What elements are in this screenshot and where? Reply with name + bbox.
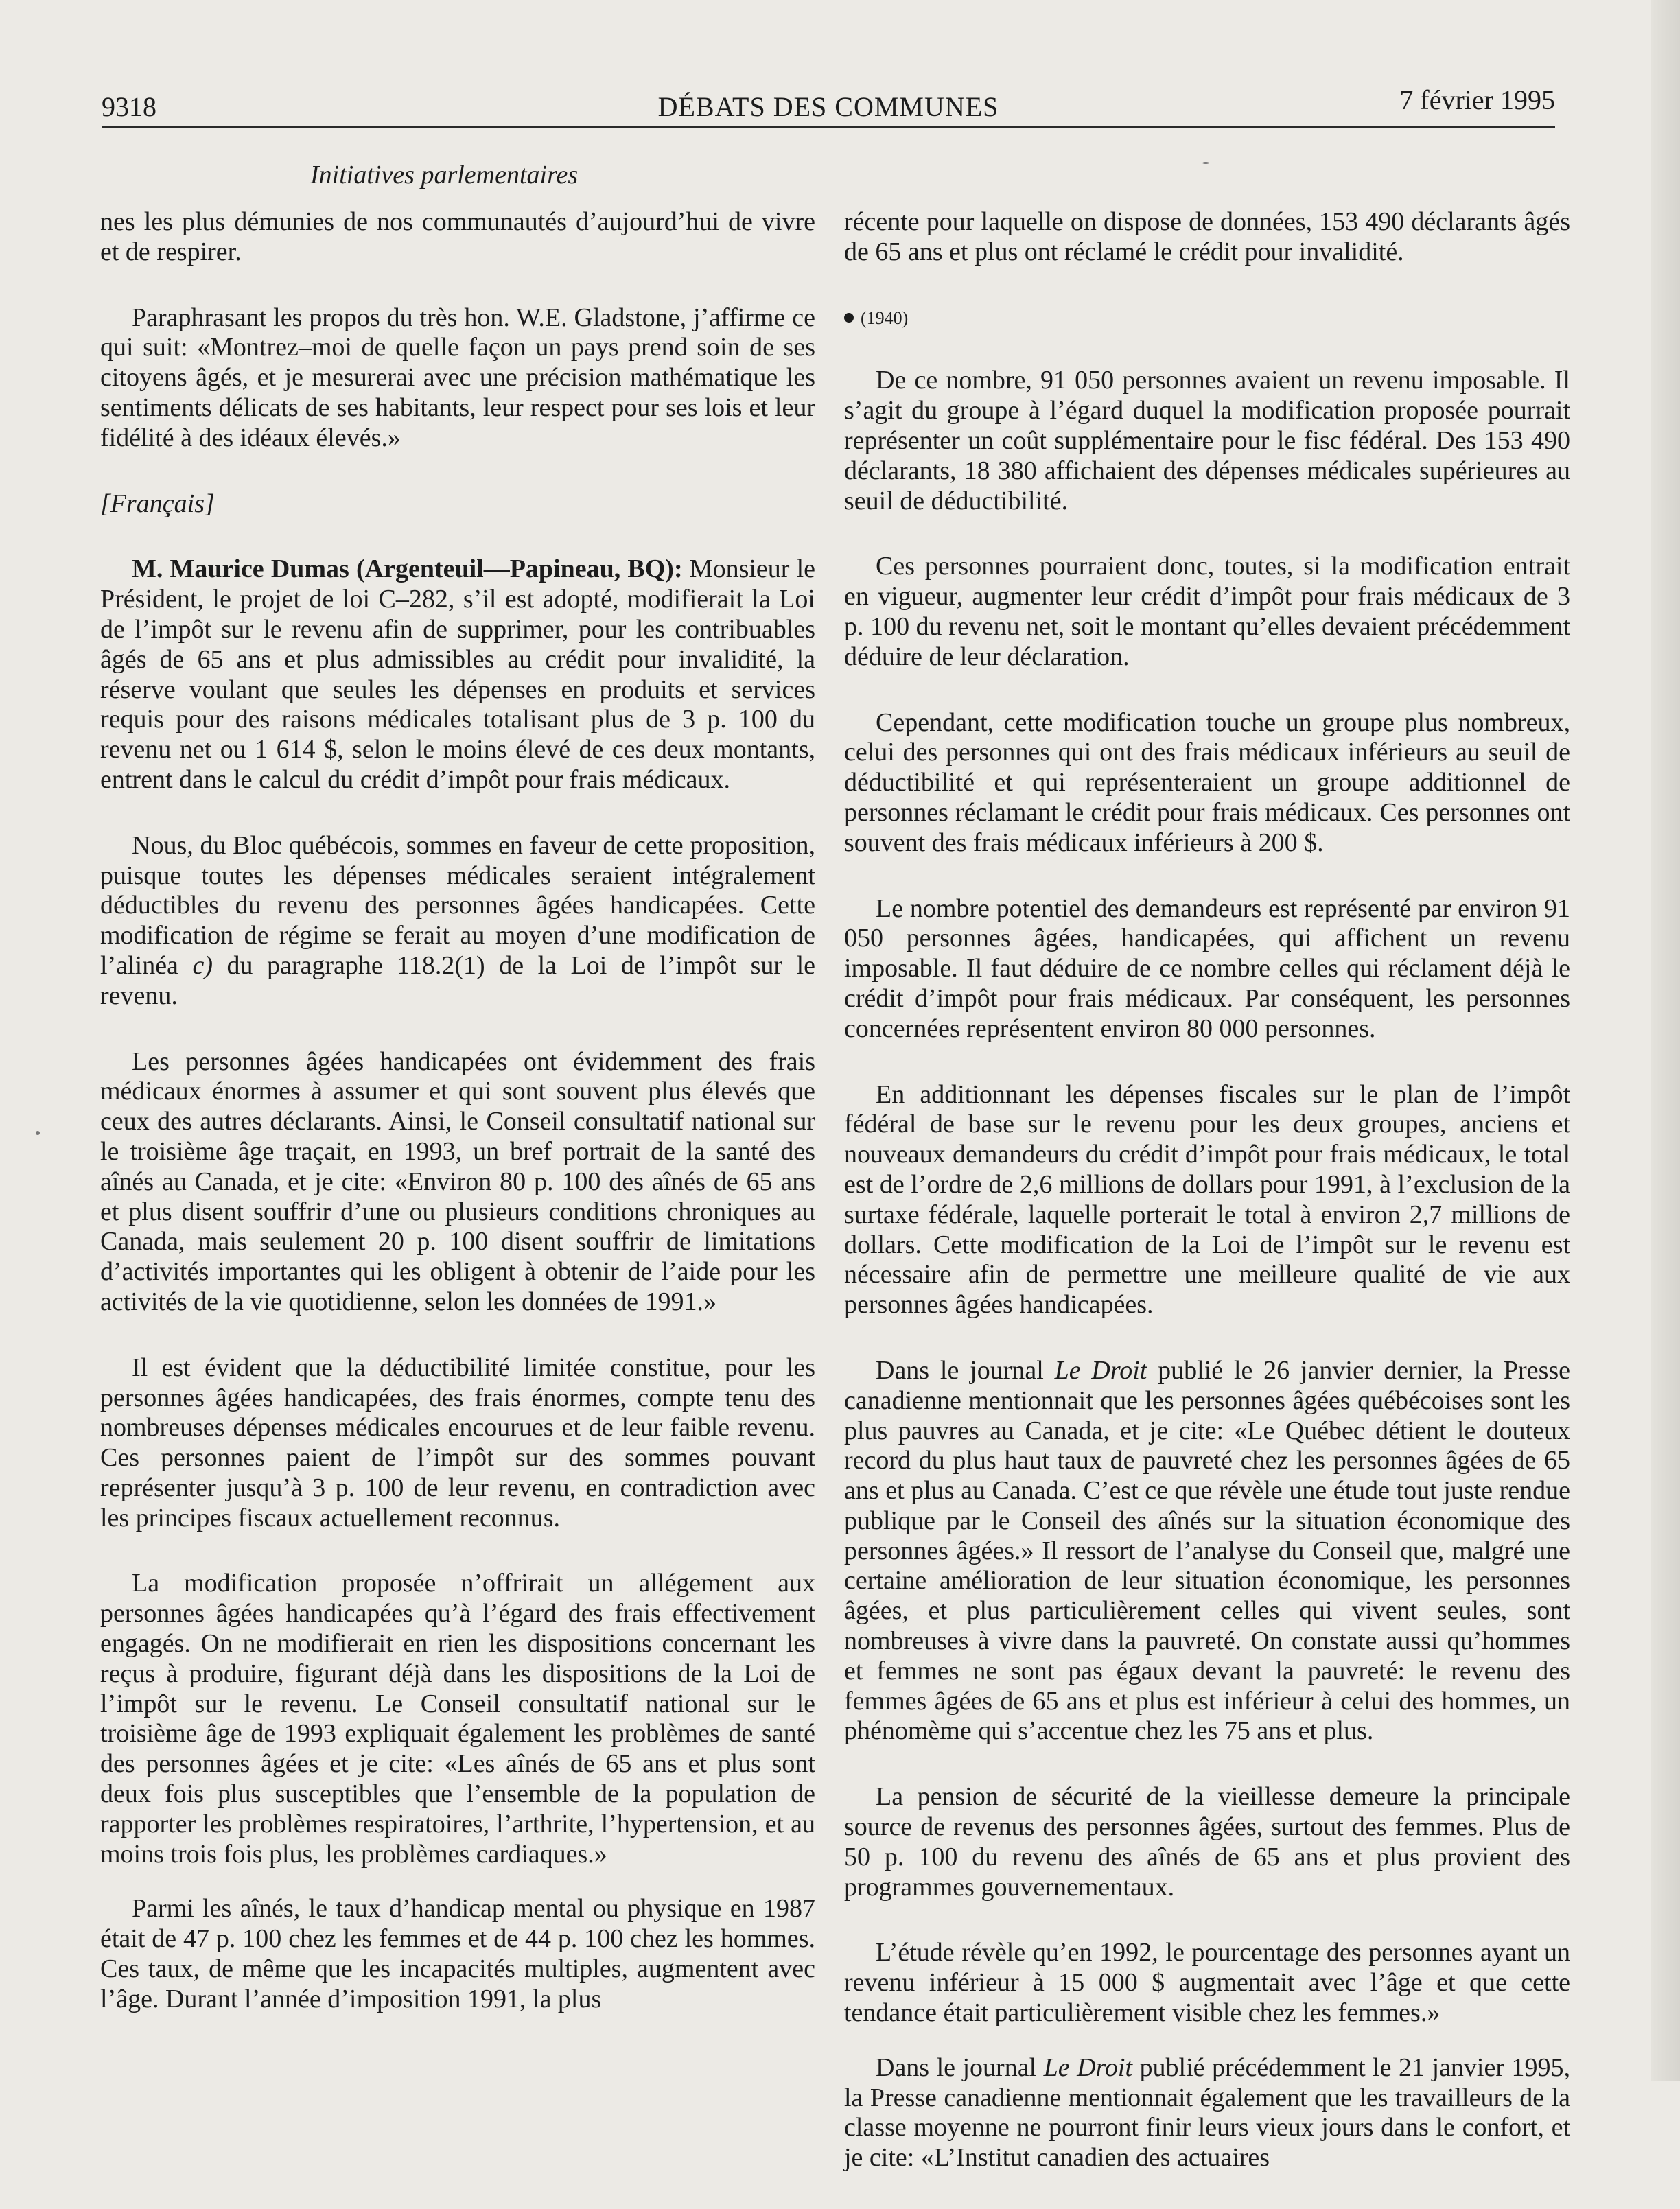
paragraph: récente pour laquelle on dispose de données, 153 490 déclarants âgés de 65 ans et plus ont réclamé le crédit pour invalidité. [844,207,1570,266]
left-column [100,207,815,2050]
paragraph: De ce nombre, 91 050 personnes avaient un revenu imposable. Il s’agit du groupe à l’égard duquel la modification proposée pourrait représenter un coût supplémentaire pour le fisc fédéral. Des 153 490 déclarants, 18 380 affichaient des dépenses médicales supérieures au seuil de déductibilité. [844,366,1570,515]
paragraph: Dans le journal Le Droit publié le 26 janvier dernier, la Presse canadienne mentionnait que les personnes âgées québécoises sont les plus pauvres au Canada, et je cite: «Le Québec détient le douteux record du plus haut taux de pauvreté chez les personnes âgées de 65 ans et plus au Canada. C’est ce que révèle une étude tout juste rendue publique par le Conseil des aînés sur la situation économique des personnes âgées.» Il ressort de l’analyse du Conseil que, malgré une certaine amélioration de leur situation économique, les personnes âgées, et plus particulièrement celles qui vivent seules, sont nombreuses à vivre dans la pauvreté. On constate aussi qu’hommes et femmes ne sont pas égaux devant la pauvreté: le revenu des femmes âgées de 65 ans et plus est inférieur à celui des hommes, un phénomème qui s’accentue chez les 75 ans et plus. [844,1355,1571,1746]
paragraph: La pension de sécurité de la vieillesse demeure la principale source de revenus des personnes âgées, surtout des femmes. Plus de 50 p. 100 du revenu des aînés de 65 ans et plus provient des programmes gouvernementaux. [844,1782,1570,1902]
paragraph: Ces personnes pourraient donc, toutes, si la modification entrait en vigueur, augmenter leur crédit d’impôt pour frais médicaux de 3 p. 100 du revenu net, soit le montant qu’elles devaient précédemment déduire de leur déclaration. [844,552,1570,671]
paragraph: La modification proposée n’offrirait un allégement aux personnes âgées handicapées qu’à l’égard des frais effectivement engagés. On ne modifierait en rien les dispositions concernant les reçus à produire, figurant déjà dans les dispositions de la Loi de l’impôt sur le revenu. Le Conseil consultatif national sur le troisième âge de 1993 expliquait également les problèmes de santé des personnes âgées et je cite: «Les aînés de 65 ans et plus sont deux fois plus susceptibles que l’ensemble de la population de rapporter les problèmes respiratoires, l’arthrite, l’hypertension, et au moins trois fois plus, les problèmes cardiaques.» [100,1569,815,1869]
paragraph: Le nombre potentiel des demandeurs est représenté par environ 91 050 personnes âgées, handicapées, qui affichent un revenu imposable. Il faut déduire de ce nombre celles qui réclament déjà le crédit d’impôt pour frais médicaux. Par conséquent, les personnes concernées représentent environ 80 000 personnes. [844,893,1570,1043]
paragraph: Parmi les aînés, le taux d’handicap mental ou physique en 1987 était de 47 p. 100 chez les femmes et de 44 p. 100 chez les hommes. Ces taux, de même que les incapacités multiples, augmentent avec l’âge. Durant l’année d’imposition 1991, la plus [100,1894,815,2013]
paragraph: Paraphrasant les propos du très hon. W.E. Gladstone, j’affirme ce qui suit: «Montrez–moi de quelle façon un pays prend soin de ses citoyens âgés, et je mesurerai avec une précision mathématique les sentiments délicats de ses habitants, leur respect pour ses lois et leur fidélité à des idéaux élevés.» [100,303,815,452]
paragraph: Cependant, cette modification touche un groupe plus nombreux, celui des personnes qui ont des frais médicaux inférieurs au seuil de déductibilité et qui représenteraient un groupe additionnel de personnes réclamant le crédit pour frais médicaux. Ces personnes ont souvent des frais médicaux inférieurs à 200 $. [844,708,1570,857]
scan-speck [36,1131,40,1135]
paragraph: M. Maurice Dumas (Argenteuil—Papineau, BQ): Monsieur le Président, le projet de loi C–282, s’il est adopté, modifierait la Loi de l’impôt sur le revenu afin de supprimer, pour les contribuables âgés de 65 ans et plus admissibles au crédit pour invalidité, la réserve voulant que seules les dépenses en produits et services requis pour des raisons médicales totalisant plus de 3 p. 100 du revenu net ou 1 614 $, selon le moins élevé de ces deux montants, entrent dans le calcul du crédit d’impôt pour frais médicaux. [100,554,816,794]
scan-speck [1202,162,1209,164]
paragraph: Dans le journal Le Droit publié précédemment le 21 janvier 1995, la Presse canadienne mentionnait également que les travailleurs de la classe moyenne ne pourront finir leurs vieux jours dans le confort, et je cite: «L’Institut canadien des actuaires [844,2053,1570,2173]
paragraph: L’étude révèle qu’en 1992, le pourcentage des personnes ayant un revenu inférieur à 15 000 $ augmentait avec l’âge et que cette tendance était particulièrement visible chez les femmes.» [844,1938,1570,2028]
right-column [844,207,1570,2209]
bullet-icon [844,313,854,323]
paragraph: Nous, du Bloc québécois, sommes en faveur de cette proposition, puisque toutes les dépenses médicales seraient intégralement déductibles du revenu des personnes âgées handicapées. Cette modification de régime se ferait au moyen d’une modification de l’alinéa c) du paragraphe 118.2(1) de la Loi de l’impôt sur le revenu. [100,830,815,1010]
page-header [102,81,1555,129]
header-rule [102,126,1555,128]
publication-title: DÉBATS DES COMMUNES [657,91,999,122]
paragraph: nes les plus démunies de nos communautés d’aujourd’hui de vivre et de respirer. [100,207,815,266]
page-number: 9318 [102,91,156,122]
paragraph: Les personnes âgées handicapées ont évidemment des frais médicaux énormes à assumer et qui sont souvent plus élevés que ceux des autres déclarants. Ainsi, le Conseil consultatif national sur le troisième âge traçait, en 1993, un bref portrait de la santé des aînés au Canada, et je cite: «Environ 80 p. 100 des aînés de 65 ans et plus disent souffrir d’une ou plusieurs conditions chroniques au Canada, mais seulement 20 p. 100 disent souffrir de limitations d’activités importantes qui les obligent à obtenir de l’aide pour les activités de la vie quotidienne, selon les données de 1991.» [100,1047,815,1316]
paragraph: Il est évident que la déductibilité limitée constitue, pour les personnes âgées handicapées, des frais énormes, compte tenu des nombreuses dépenses médicales encourues et de leur faible revenu. Ces personnes paient de l’impôt sur des sommes pouvant représenter jusqu’à 3 p. 100 de leur revenu, en contradiction avec les principes fiscaux actuellement reconnus. [100,1353,815,1532]
scan-edge [1651,0,1680,2081]
time-marker: (1940) [844,303,1570,334]
paragraph: En additionnant les dépenses fiscales sur le plan de l’impôt fédéral de base sur le revenu pour les deux groupes, anciens et nouveaux demandeurs du crédit d’impôt pour frais médicaux, le total est de l’ordre de 2,6 millions de dollars pour 1991, à l’exclusion de la surtaxe fédérale, laquelle porterait le total à environ 2,7 millions de dollars. Cette modification de la Loi de l’impôt sur le revenu est nécessaire afin de permettre une meilleure qualité de vie aux personnes âgées handicapées. [844,1079,1570,1320]
language-label: [Français] [100,489,215,518]
section-label: Initiatives parlementaires [310,161,579,189]
publication-date: 7 février 1995 [1399,84,1555,115]
speaker-name: M. Maurice Dumas (Argenteuil—Papineau, BQ): [132,554,683,584]
